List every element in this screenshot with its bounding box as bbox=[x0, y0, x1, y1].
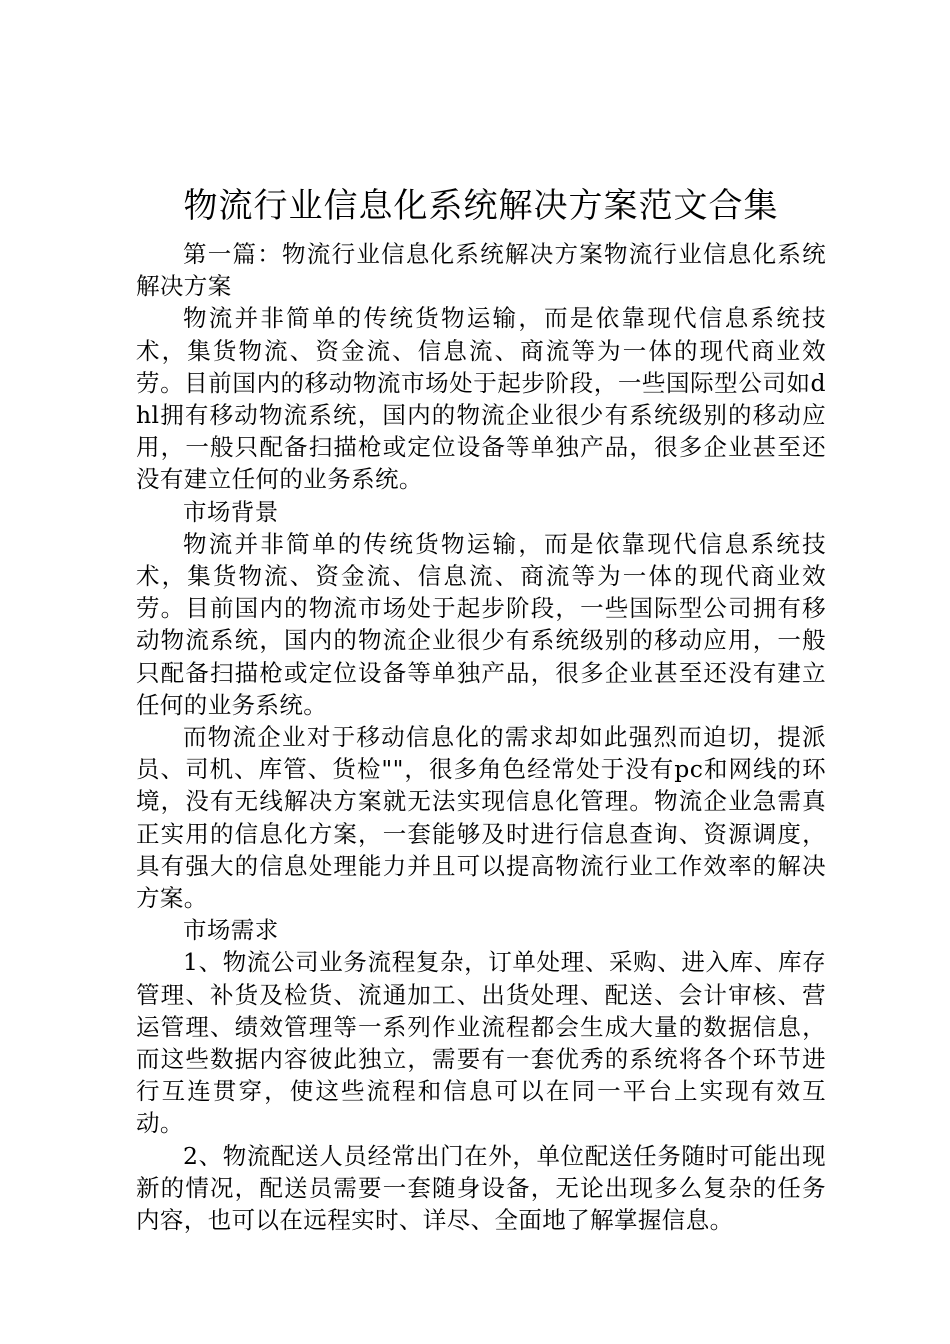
paragraph-demand-item-1: 1、物流公司业务流程复杂，订单处理、采购、进入库、库存管理、补货及检货、流通加工、出货处理、配送、会计审核、营运管理、绩效管理等一系列作业流程都会生成大量的数据信息，而这些数据内容彼此独立，需要有一套优秀的系统将各个环节进行互连贯穿，使这些流程和信息可以在同一平台上实现有效互动。 bbox=[136, 948, 826, 1138]
paragraph-intro: 物流并非简单的传统货物运输，而是依靠现代信息系统技术，集货物流、资金流、信息流、商流等为一体的现代商业效劳。目前国内的移动物流市场处于起步阶段，一些国际型公司如dhl拥有移动物流系统，国内的物流企业很少有系统级别的移动应用，一般只配备扫描枪或定位设备等单独产品，很多企业甚至还没有建立任何的业务系统。 bbox=[136, 304, 826, 494]
document-title: 物流行业信息化系统解决方案范文合集 bbox=[183, 186, 779, 226]
paragraph-section-one-heading: 第一篇：物流行业信息化系统解决方案物流行业信息化系统解决方案 bbox=[136, 240, 826, 301]
paragraph-demand-item-2: 2、物流配送人员经常出门在外，单位配送任务随时可能出现新的情况，配送员需要一套随身设备，无论出现多么复杂的任务内容，也可以在远程实时、详尽、全面地了解掌握信息。 bbox=[136, 1141, 826, 1235]
document-page bbox=[136, 180, 826, 1236]
paragraph-mobile-demand: 而物流企业对于移动信息化的需求却如此强烈而迫切，提派员、司机、库管、货检""，很多角色经常处于没有pc和网线的环境，没有无线解决方案就无法实现信息化管理。物流企业急需真正实用的信息化方案，一套能够及时进行信息查询、资源调度，具有强大的信息处理能力并且可以提高物流行业工作效率的解决方案。 bbox=[136, 723, 826, 913]
paragraph-market-background: 物流并非简单的传统货物运输，而是依靠现代信息系统技术，集货物流、资金流、信息流、商流等为一体的现代商业效劳。目前国内的物流市场处于起步阶段，一些国际型公司拥有移动物流系统，国内的物流企业很少有系统级别的移动应用，一般只配备扫描枪或定位设备等单独产品，很多企业甚至还没有建立任何的业务系统。 bbox=[136, 529, 826, 719]
heading-market-demand: 市场需求 bbox=[183, 916, 279, 945]
heading-market-background: 市场背景 bbox=[183, 497, 279, 526]
